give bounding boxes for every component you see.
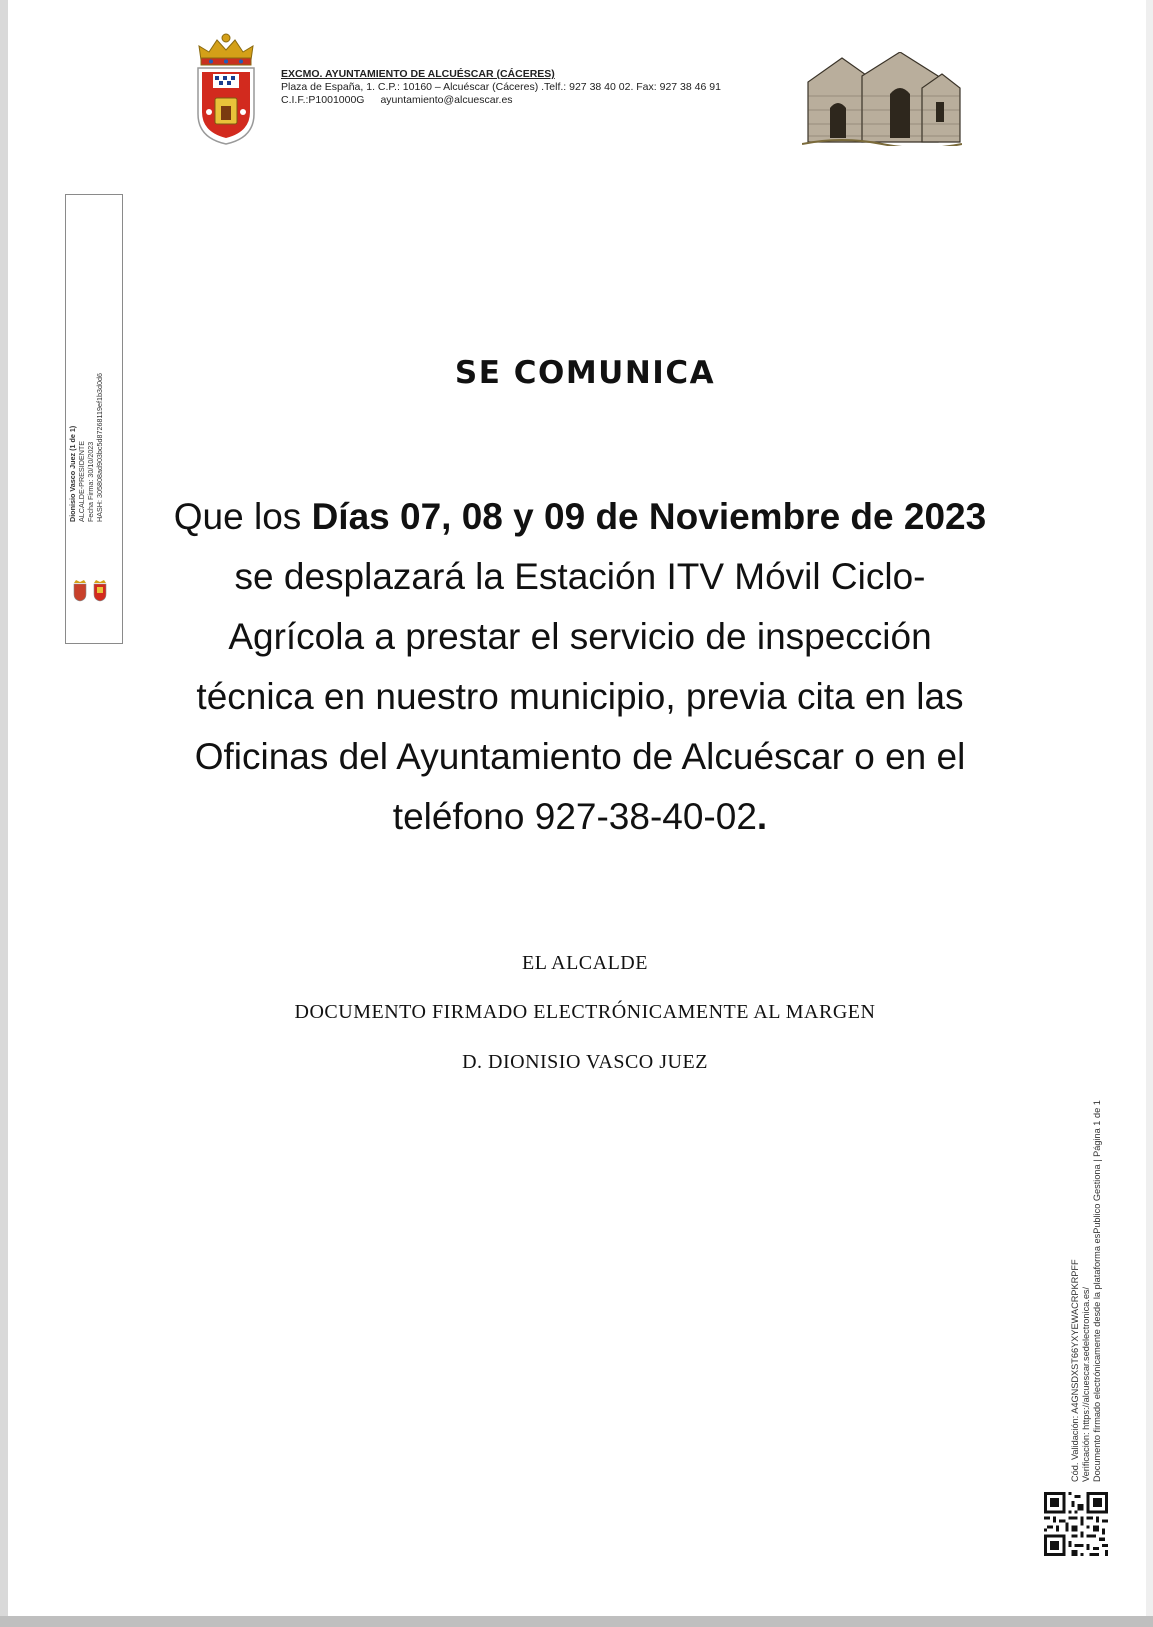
page-right-edge bbox=[1146, 0, 1153, 1616]
qr-code-icon bbox=[1044, 1492, 1108, 1556]
announcement-body bbox=[170, 487, 990, 847]
announcement-dates: Días 07, 08 y 09 de Noviembre de 2023 bbox=[311, 496, 987, 537]
church-illustration-icon bbox=[802, 52, 962, 146]
announcement-intro: Que los bbox=[173, 496, 312, 537]
signature-hash: HASH: 305808ad903bc5d87268119ef1b3d0d6 bbox=[95, 373, 104, 522]
header-address: Plaza de España, 1. C.P.: 10160 – Alcuéscar (Cáceres) .Telf.: 927 38 40 02. Fax: 927 38 46 91 bbox=[281, 81, 721, 93]
closing-mayor-title: EL ALCALDE bbox=[522, 952, 648, 974]
header-letterhead bbox=[281, 68, 721, 107]
page-bottom-edge bbox=[0, 1616, 1153, 1627]
announcement-end: . bbox=[756, 796, 768, 837]
announcement-text: se desplazará la Estación ITV Móvil Ciclo-Agrícola a prestar el servicio de inspección técnica en nuestro municipio, previa cita en las Oficinas del Ayuntamiento de Alcuéscar o en el teléfono 927-38-40-02 bbox=[194, 556, 966, 837]
verification-url: Verificación: https://alcuescar.sedelectronica.es/ bbox=[1081, 1286, 1091, 1482]
platform-note: Documento firmado electrónicamente desde la plataforma esPublico Gestiona | Página 1 de 1 bbox=[1092, 1100, 1102, 1482]
signer-name: Dionisio Vasco Juez (1 de 1) bbox=[68, 425, 77, 522]
closing-mayor-name: D. DIONISIO VASCO JUEZ bbox=[462, 1051, 708, 1073]
signature-crest-icon bbox=[70, 580, 116, 602]
municipal-coat-of-arms-icon bbox=[193, 30, 259, 148]
page-left-edge bbox=[0, 0, 8, 1627]
verification-strip bbox=[1070, 1100, 1103, 1482]
announcement-title: SE COMUNICA bbox=[454, 355, 716, 391]
header-cif-email bbox=[281, 94, 721, 107]
closing-signed-note: DOCUMENTO FIRMADO ELECTRÓNICAMENTE AL MARGEN bbox=[294, 1001, 876, 1023]
validation-code: Cód. Validación: A4GNSDXST66YXYEWACRPKRPFF bbox=[1070, 1259, 1080, 1482]
signer-role: ALCALDE-PRESIDENTE bbox=[77, 440, 86, 522]
header-email: ayuntamiento@alcuescar.es bbox=[380, 94, 513, 106]
signature-date: Fecha Firma: 30/10/2023 bbox=[86, 441, 95, 522]
header-title: EXCMO. AYUNTAMIENTO DE ALCUÉSCAR (CÁCERES) bbox=[281, 68, 555, 80]
header-cif: C.I.F.:P1001000G bbox=[281, 94, 365, 106]
